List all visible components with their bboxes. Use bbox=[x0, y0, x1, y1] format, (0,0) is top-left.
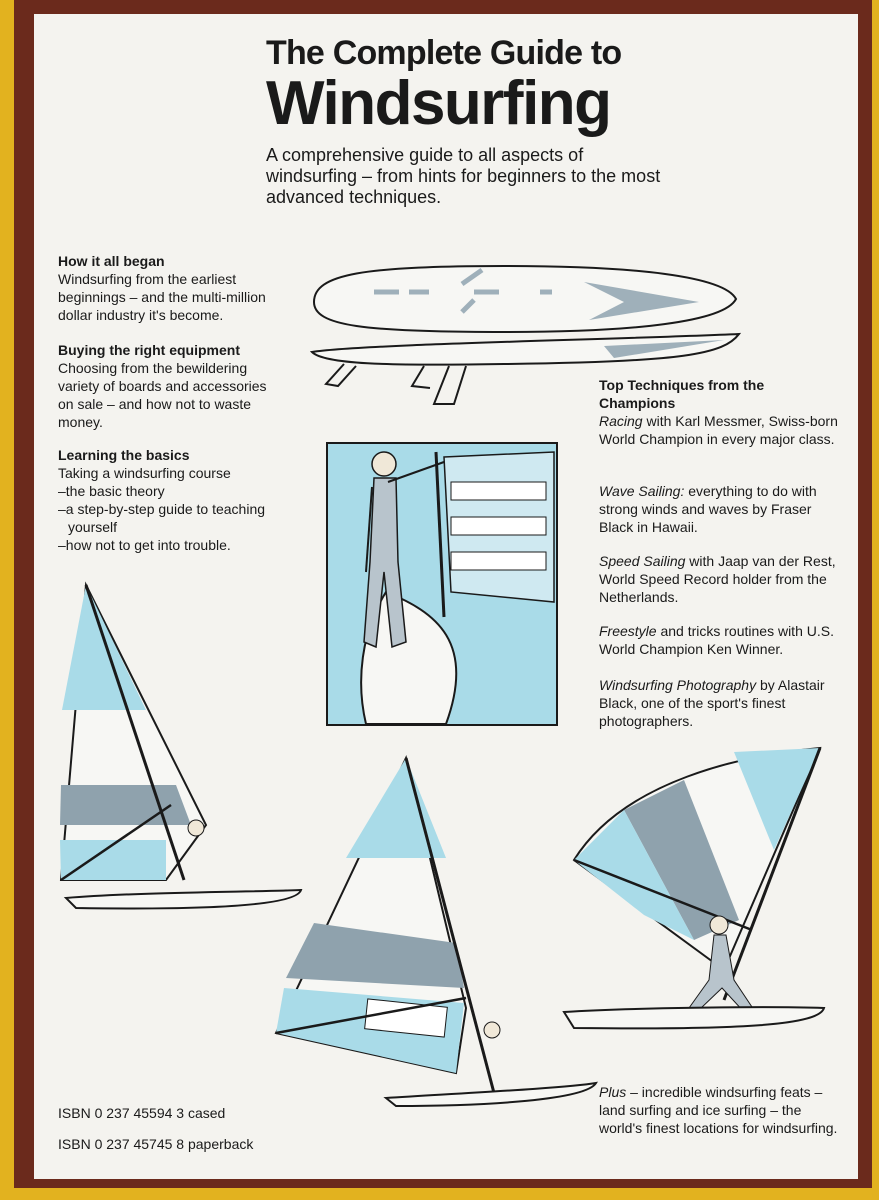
plus-text: – incredible windsurfing feats – land surfing and ice surfing – the world's finest locations for windsurfing. bbox=[599, 1084, 838, 1136]
section-heading: Learning the basics bbox=[58, 447, 190, 463]
section-line: Taking a windsurfing course bbox=[58, 465, 231, 481]
sailor-boxed-illustration bbox=[326, 442, 558, 726]
isbn-cased: ISBN 0 237 45594 3 cased bbox=[58, 1105, 226, 1121]
book-title: Windsurfing bbox=[266, 69, 611, 138]
title-line-1: The Complete Guide to bbox=[266, 34, 622, 72]
section-heading: Buying the right equipment bbox=[58, 342, 240, 358]
technique-lead: Racing bbox=[599, 413, 643, 429]
section-line: Windsurfing from the earliest bbox=[58, 271, 237, 287]
board-illustration bbox=[304, 254, 744, 434]
technique-text: and tricks routines with U.S. World Champion Ken Winner. bbox=[599, 623, 834, 657]
section-line: –a step-by-step guide to teaching bbox=[58, 501, 266, 517]
section-line: on sale – and how not to waste bbox=[58, 396, 252, 412]
technique-text: by Alastair Black, one of the sport's finest photographers. bbox=[599, 677, 825, 729]
technique-lead: Windsurfing Photography bbox=[599, 677, 757, 693]
plus-blurb bbox=[599, 1083, 839, 1137]
back-cover bbox=[34, 14, 858, 1179]
section-line: variety of boards and accessories bbox=[58, 378, 267, 394]
technique-lead: Speed Sailing bbox=[599, 553, 686, 569]
section-line: dollar industry it's become. bbox=[58, 307, 224, 323]
heading-line: Champions bbox=[599, 395, 676, 411]
section-line: money. bbox=[58, 414, 103, 430]
windsurfer-right-illustration bbox=[544, 740, 834, 1030]
section-line: yourself bbox=[68, 519, 118, 535]
section-how-it-began bbox=[58, 252, 298, 324]
technique-text: with Jaap van der Rest, World Speed Record holder from the Netherlands. bbox=[599, 553, 836, 605]
board-side-view bbox=[312, 334, 739, 404]
section-line: –the basic theory bbox=[58, 483, 165, 499]
technique-lead: Freestyle bbox=[599, 623, 657, 639]
technique-lead: Wave Sailing: bbox=[599, 483, 685, 499]
technique-wave-sailing bbox=[599, 482, 844, 536]
plus-lead: Plus bbox=[599, 1084, 627, 1100]
section-line: beginnings – and the multi-million bbox=[58, 289, 266, 305]
board-top-view bbox=[314, 266, 736, 332]
technique-text: with Karl Messmer, Swiss-born World Champion in every major class. bbox=[599, 413, 838, 447]
isbn-paperback: ISBN 0 237 45745 8 paperback bbox=[58, 1136, 254, 1152]
section-buying-equipment bbox=[58, 341, 298, 431]
section-heading: How it all began bbox=[58, 253, 165, 269]
heading-line: Top Techniques from the bbox=[599, 377, 765, 393]
technique-text: everything to do with strong winds and waves by Fraser Black in Hawaii. bbox=[599, 483, 817, 535]
subtitle-blurb: A comprehensive guide to all aspects of windsurfing – from hints for beginners to the most advanced techniques. bbox=[266, 145, 661, 207]
section-line: Choosing from the bewildering bbox=[58, 360, 248, 376]
technique-speed-sailing bbox=[599, 552, 844, 606]
section-line: –how not to get into trouble. bbox=[58, 537, 231, 553]
technique-photography bbox=[599, 676, 844, 730]
section-learning-basics bbox=[58, 446, 298, 554]
technique-freestyle bbox=[599, 622, 844, 658]
